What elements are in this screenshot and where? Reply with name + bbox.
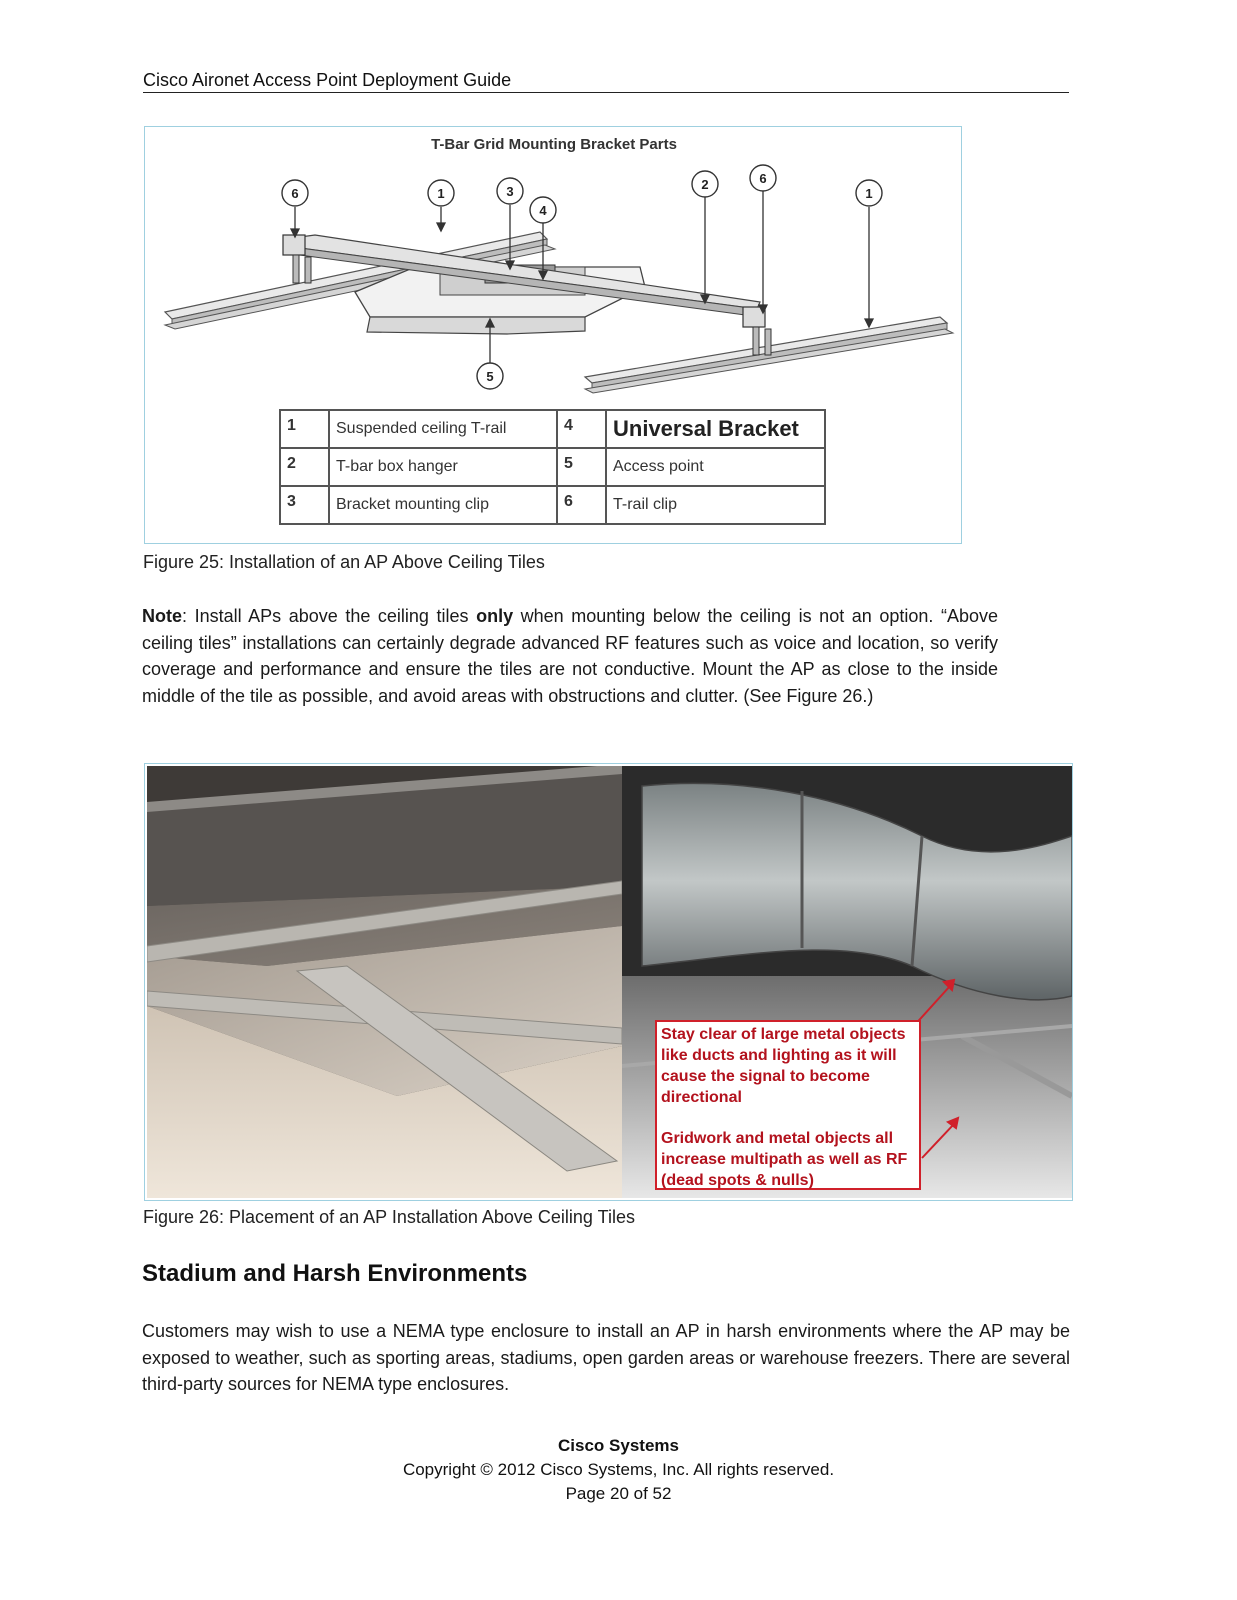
- table-row: [280, 448, 825, 486]
- note-text-2: when mounting below the ceiling is not an option. “Above ceiling tiles” installations can certainly degrade advanced RF features such as voice and location, so verify coverage and performance and ensure the tiles are not conductive. Mount the AP as close to the inside middle of the tile as possible, and avoid areas with obstructions and clutter. (See Figure 26.): [142, 606, 998, 706]
- figure-25: [144, 126, 962, 544]
- part-num: 1: [280, 410, 329, 448]
- header-rule: [143, 92, 1069, 93]
- footer-copyright: Copyright © 2012 Cisco Systems, Inc. All rights reserved.: [402, 1460, 835, 1479]
- part-num: 4: [557, 410, 606, 448]
- callout-5: 5: [486, 369, 494, 384]
- part-num: 5: [557, 448, 606, 486]
- section-body: Customers may wish to use a NEMA type enclosure to install an AP in harsh environments where the AP may be exposed to weather, such as sporting areas, stadiums, open garden areas or warehouse freezers. There are several third-party sources for NEMA type enclosures.: [142, 1321, 1070, 1394]
- callout-2: 2: [701, 177, 709, 192]
- part-label: T-bar box hanger: [329, 448, 557, 486]
- note-paragraph: [142, 603, 998, 709]
- figure-25-caption: Figure 25: Installation of an AP Above Ceiling Tiles: [143, 552, 545, 572]
- callout-3: 3: [506, 184, 514, 199]
- figure-26: [144, 763, 1073, 1201]
- ceiling-tiles-photo: [147, 766, 622, 1198]
- callout-text-2: Gridwork and metal objects all increase multipath as well as RF (dead spots & nulls): [661, 1130, 908, 1189]
- part-label: Bracket mounting clip: [329, 486, 557, 524]
- part-label: T-rail clip: [606, 486, 825, 524]
- callout-box: [655, 1020, 921, 1190]
- table-row: [280, 486, 825, 524]
- part-num: 2: [280, 448, 329, 486]
- part-num: 3: [280, 486, 329, 524]
- part-label: Universal Bracket: [606, 410, 825, 448]
- callout-6-left: 6: [291, 186, 299, 201]
- note-lead: Note: [142, 606, 182, 626]
- part-label: Suspended ceiling T-rail: [329, 410, 557, 448]
- callout-6-right: 6: [759, 171, 767, 186]
- diagram-title: T-Bar Grid Mounting Bracket Parts: [431, 136, 677, 153]
- part-label: Access point: [606, 448, 825, 486]
- part-num: 6: [557, 486, 606, 524]
- bracket-diagram: [145, 127, 963, 417]
- callout-1-right: 1: [865, 186, 873, 201]
- callout-4: 4: [539, 203, 547, 218]
- footer-company: Cisco Systems: [558, 1436, 679, 1455]
- callout-1-left: 1: [437, 186, 445, 201]
- callout-text-1: Stay clear of large metal objects like ducts and lighting as it will cause the signal to become directional: [661, 1026, 906, 1106]
- table-row: [280, 410, 825, 448]
- section-heading: Stadium and Harsh Environments: [142, 1260, 528, 1287]
- document-header: Cisco Aironet Access Point Deployment Guide: [143, 70, 512, 90]
- page-number: Page 20 of 52: [565, 1484, 672, 1503]
- figure-26-caption: Figure 26: Placement of an AP Installation Above Ceiling Tiles: [143, 1207, 635, 1227]
- note-bold: only: [476, 606, 514, 626]
- note-text-1: : Install APs above the ceiling tiles: [182, 606, 477, 626]
- parts-table: [279, 409, 826, 525]
- t-rail-clip-right: [743, 307, 771, 355]
